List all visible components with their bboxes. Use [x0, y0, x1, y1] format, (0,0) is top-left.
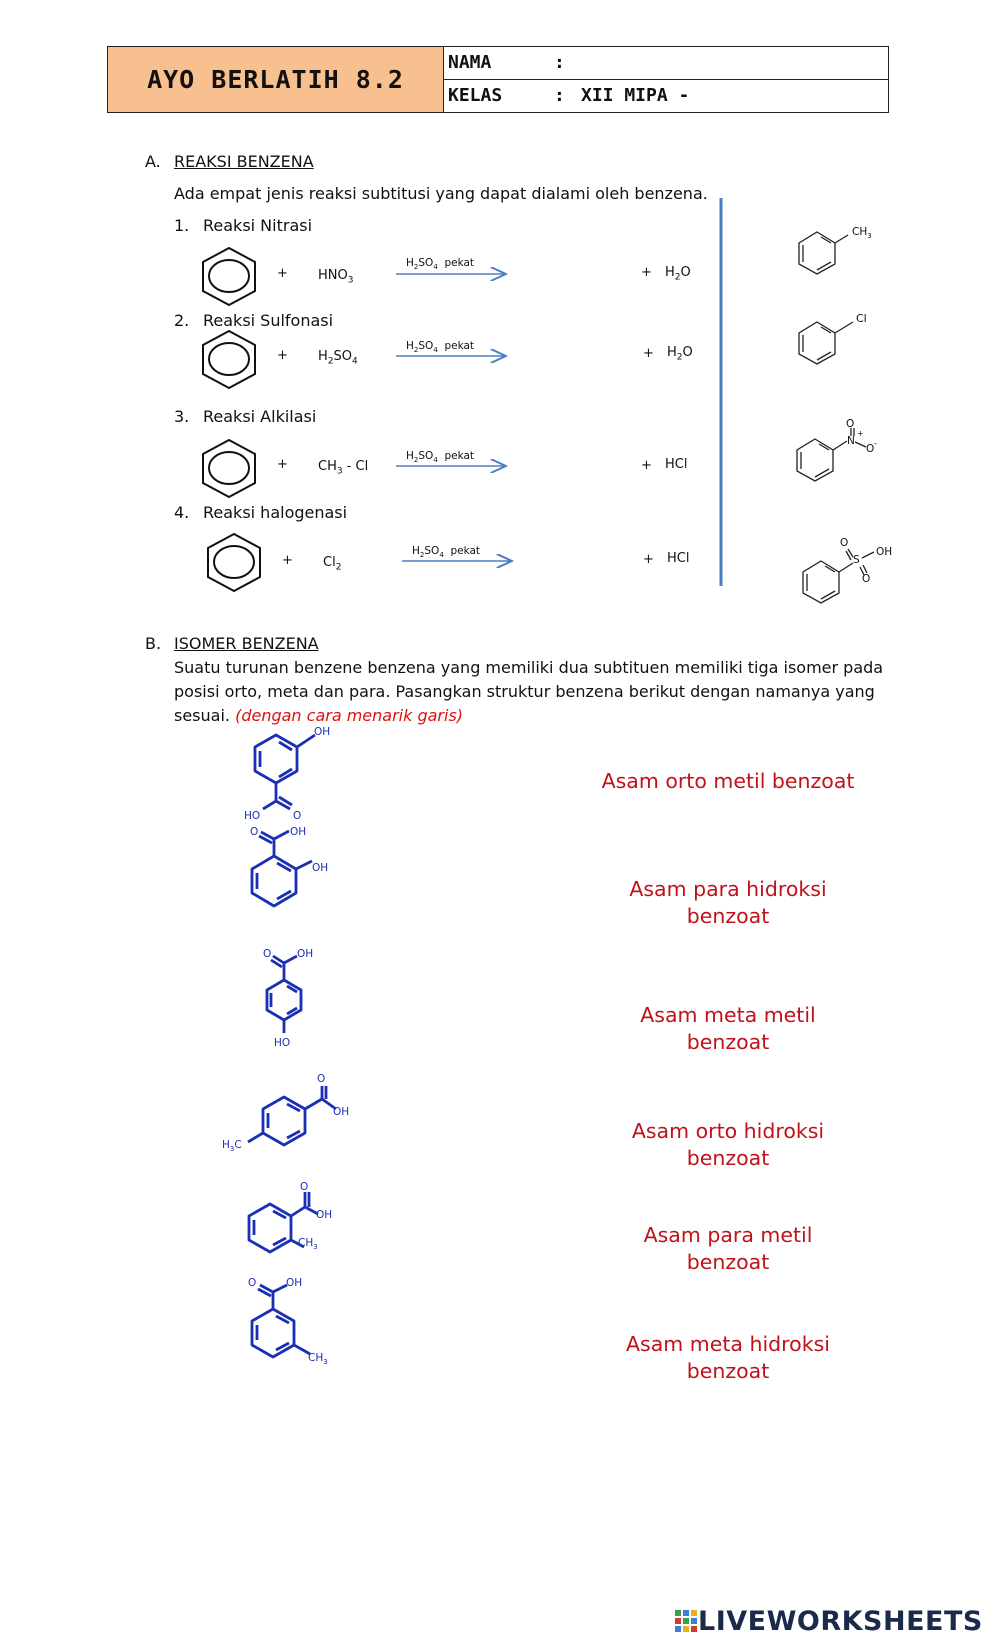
liveworksheets-logo-icon — [675, 1610, 697, 1634]
reagent-formula: $HNO_3$ — [318, 268, 354, 286]
ch3-label: $CH_3$ — [298, 1237, 318, 1252]
plus-sign: + — [277, 266, 288, 281]
reaction-number: 1. — [174, 216, 190, 235]
kelas-label: KELAS — [448, 85, 503, 106]
oh-label: OH — [286, 1277, 303, 1289]
sulfo-o-label: O — [862, 573, 871, 585]
h3c-label: $H_3C$ — [222, 1139, 242, 1154]
benzene-ring-icon — [203, 248, 255, 305]
substituent-label: $CH_3$ — [852, 226, 872, 241]
section-a-heading: REAKSI BENZENA — [174, 152, 314, 171]
nitro-o-label: O — [846, 418, 855, 430]
sulfo-o-label: O — [840, 537, 849, 549]
nitro-n-label: N — [847, 435, 855, 447]
section-b-text-line: posisi orto, meta dan para. Pasangkan struktur benzena berikut dengan namanya yang — [174, 682, 875, 701]
kelas-colon: : — [554, 85, 565, 106]
para-hydroxy-benzoic-acid-structure — [267, 956, 301, 1033]
oh-label: OH — [314, 726, 331, 738]
ho-label: HO — [274, 1037, 291, 1049]
nama-colon: : — [554, 52, 565, 73]
arrow-catalyst-label: $H_2SO_4$ pekat — [412, 545, 481, 560]
ch3-label: $CH_3$ — [308, 1352, 328, 1367]
section-b-text-line: sesuai. (dengan cara menarik garis) — [174, 706, 464, 725]
isomer-name-target[interactable]: Asam orto hidroksi benzoat — [631, 1119, 825, 1170]
product-plus: + — [641, 265, 652, 280]
reagent-formula: $Cl_2$ — [323, 555, 342, 573]
reaction-number: 4. — [174, 503, 190, 522]
arrow-catalyst-label: $H_2SO_4$ pekat — [406, 340, 475, 355]
reaction-name: Reaksi halogenasi — [203, 503, 348, 522]
byproduct: HCl — [665, 457, 688, 472]
nitro-plus-label: + — [857, 429, 864, 438]
isomer-name-target[interactable]: Asam orto metil benzoat — [601, 769, 855, 793]
sulfo-s-label: S — [853, 554, 860, 566]
reagent-formula: $H_2SO_4$ — [318, 349, 358, 367]
byproduct: HCl — [667, 551, 690, 566]
benzene-ring-icon — [203, 331, 255, 388]
benzene-ring-icon — [203, 440, 255, 497]
o-label: O — [317, 1073, 326, 1085]
brand-logo-text: LIVEWORKSHEETS — [698, 1606, 983, 1637]
reaction-name: Reaksi Alkilasi — [203, 407, 317, 426]
isomer-name-target[interactable]: Asam meta hidroksi benzoat — [626, 1332, 830, 1383]
arrow-catalyst-label: $H_2SO_4$ pekat — [406, 257, 475, 272]
arrow-catalyst-label: $H_2SO_4$ pekat — [406, 450, 475, 465]
ho-label: HO — [244, 810, 261, 822]
plus-sign: + — [277, 348, 288, 363]
meta-methyl-benzoic-acid-structure — [252, 1285, 310, 1357]
oh-label: OH — [312, 862, 329, 874]
o-label: O — [248, 1277, 257, 1289]
isomer-name-target[interactable]: Asam para metil benzoat — [643, 1223, 813, 1274]
reaction-number: 2. — [174, 311, 190, 330]
section-a-intro: Ada empat jenis reaksi subtitusi yang dapat dialami oleh benzena. — [174, 184, 708, 203]
nama-label: NAMA — [448, 52, 492, 73]
section-b-text-line: Suatu turunan benzene benzena yang memiliki dua subtituen memiliki tiga isomer pada — [174, 658, 884, 677]
substituent-label: Cl — [856, 312, 867, 325]
isomer-name-target[interactable]: Asam para hidroksi benzoat — [629, 877, 827, 928]
o-label: O — [293, 810, 302, 822]
o-label: O — [250, 826, 259, 838]
plus-sign: + — [277, 457, 288, 472]
ortho-hydroxy-benzoic-acid-structure — [252, 831, 312, 906]
section-b-letter: B. — [145, 634, 162, 653]
benzene-ring-icon — [208, 534, 260, 591]
isomer-name-target[interactable]: Asam meta metil benzoat — [640, 1003, 816, 1054]
o-label: O — [300, 1181, 309, 1193]
kelas-value: XII MIPA - — [581, 85, 690, 106]
reaction-graphics — [0, 0, 1000, 620]
product-plus: + — [643, 552, 654, 567]
plus-sign: + — [282, 553, 293, 568]
byproduct: $H_2O$ — [667, 345, 693, 363]
reaction-name: Reaksi Nitrasi — [203, 216, 313, 235]
section-b-heading: ISOMER BENZENA — [174, 634, 319, 653]
sulfo-oh-label: OH — [876, 546, 893, 558]
meta-hydroxy-benzoic-acid-structure — [255, 735, 315, 809]
product-plus: + — [643, 346, 654, 361]
nitrobenzene-structure-icon — [797, 428, 866, 481]
byproduct: $H_2O$ — [665, 265, 691, 283]
product-plus: + — [641, 458, 652, 473]
nitro-o-label: O — [866, 443, 875, 455]
oh-label: OH — [333, 1106, 350, 1118]
o-label: O — [263, 948, 272, 960]
chlorobenzene-structure-icon — [799, 322, 853, 364]
oh-label: OH — [297, 948, 314, 960]
nitro-minus-label: - — [874, 439, 877, 448]
oh-label: OH — [290, 826, 307, 838]
instruction-hint: (dengan cara menarik garis) — [235, 706, 464, 725]
para-methyl-benzoic-acid-structure — [248, 1086, 336, 1145]
toluene-structure-icon — [799, 232, 848, 274]
oh-label: OH — [316, 1209, 333, 1221]
reaction-number: 3. — [174, 407, 190, 426]
reaction-name: Reaksi Sulfonasi — [203, 311, 334, 330]
reagent-formula: $CH_3$ - Cl — [318, 459, 369, 477]
isomer-structures — [0, 720, 1000, 1420]
worksheet-title: AYO BERLATIH 8.2 — [107, 46, 444, 113]
section-a-letter: A. — [145, 152, 161, 171]
